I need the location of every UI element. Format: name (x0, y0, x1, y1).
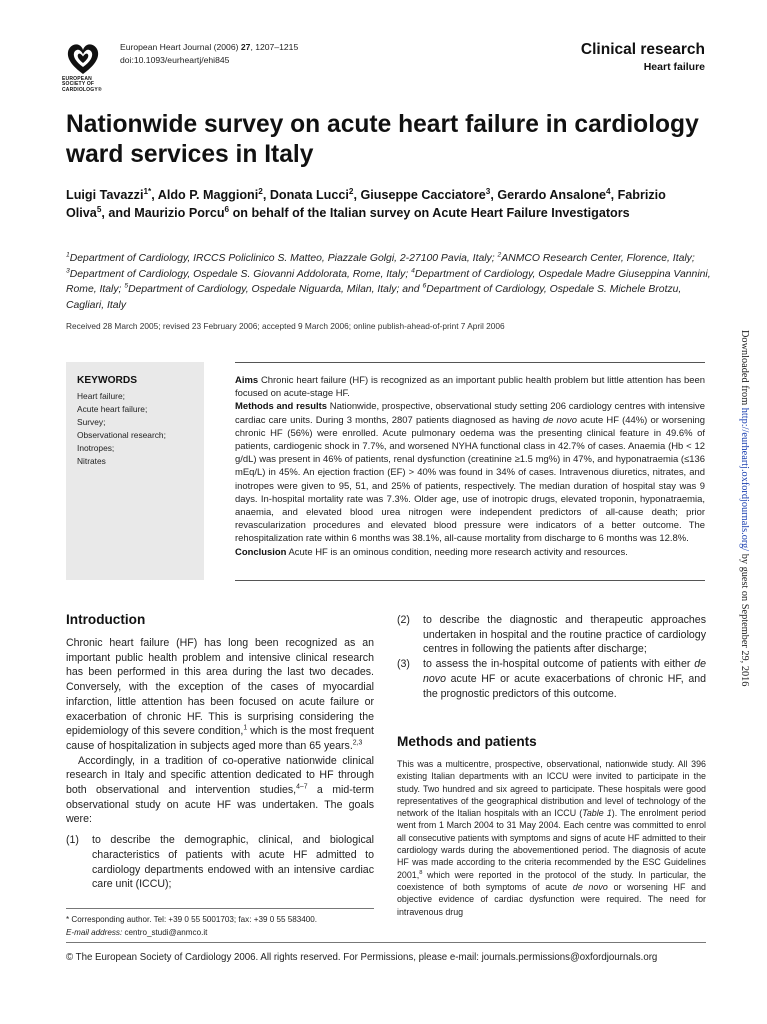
intro-paragraph: Accordingly, in a tradition of co-operative nationwide clinical research in Italy and specific attention dedicated to HF through both observational and intervention studies,$^{4-7}$ a mid-term observational study on acute HF was undertaken. The goals were: (66, 754, 374, 826)
methods-heading: Methods and patients (397, 734, 537, 749)
abstract-aims: Aims Chronic heart failure (HF) is recognized as an important public health problem but little attention has been focused on acute-stage HF. (235, 375, 705, 400)
heart-logo-icon (66, 42, 100, 76)
footnote-rule (66, 908, 374, 909)
copyright-notice: © The European Society of Cardiology 2006. All rights reserved. For Permissions, please e-mail: journals.permissions@oxfordjournals.org (66, 952, 658, 963)
introduction-text (66, 636, 374, 892)
table-1-link[interactable]: Table 1 (582, 808, 612, 819)
section-label: Clinical research (580, 41, 705, 58)
abstract-methods: Methods and results Nationwide, prospective, observational study setting 206 cardiology centres with intensive cardiac care units. During 3 months, 2807 patients diagnosed as having de novo acute HF (44%) or worsening chronic HF (56%) were enrolled. Acute pulmonary oedema was the presenting clinical feature in 49.6% of patients, cardiogenic shock in 7.7%, and worsened NYHA functional class in 42.7% of cases. Anaemia (Hb < 12 g/dL) was present in 46% of patients, renal dysfunction (creatinine ≥1.5 mg%) in 47%, and hyponatraemia (≤136 mEq/L) in 45%. An ejection fraction (EF) > 40% was found in 34% of cases. Intravenous diuretics, nitrates, and inotropes were given to 95, 51, and 25% of patients, respectively. The median duration of hospital stay was 9 days. In-hospital mortality rate was 7.3%. Older age, use of inotropic drugs, elevated troponin, hyponatraemia, anaemia, and elevated blood urea nitrogen were independent predictors of all-cause death; prior revascularization procedures and elevated blood pressure were indicators of a better outcome. The rehospitalization rate within 6 months was 38.1%, all-cause mortality from discharge to 6 months was 12.8%. (235, 401, 705, 545)
keyword-item: Heart failure; (77, 391, 125, 401)
doi[interactable]: doi:10.1093/eurheartj/ehi845 (120, 55, 230, 65)
journal-citation: European Heart Journal (2006) 27, 1207–1215 (120, 42, 299, 52)
journal-site-link[interactable]: http://eurheartj.oxfordjournals.org/ (739, 407, 750, 552)
introduction-heading: Introduction (66, 612, 146, 627)
keyword-item: Nitrates (77, 456, 106, 466)
goals-list (397, 613, 706, 701)
author-list: Luigi Tavazzi$^{1*}$, Aldo P. Maggioni$^2$, Donata Lucci$^2$, Giuseppe Cacciatore$^3$, Gerardo Ansalone$^4$, Fabrizio Oliva$^5$, and Maurizio Porcu$^6$ on behalf of the Italian survey on Acute Heart Failure Investigators (66, 186, 666, 220)
received-dates: Received 28 March 2005; revised 23 February 2006; accepted 9 March 2006; online publish-ahead-of-print 7 April 2006 (66, 321, 505, 331)
abstract-top-rule (235, 362, 705, 363)
subsection-label: Heart failure (643, 61, 705, 73)
email-link[interactable]: centro_studi@anmco.it (122, 927, 208, 937)
keyword-item: Observational research; (77, 430, 166, 440)
methods-text (397, 758, 706, 918)
download-notice: Downloaded from http://eurheartj.oxfordjournals.org/ by guest on September 29, 2016 (739, 330, 750, 687)
keyword-item: Acute heart failure; (77, 404, 148, 414)
copyright-rule (66, 942, 706, 943)
keywords-box (66, 362, 204, 580)
abstract-bottom-rule (235, 580, 705, 581)
abstract-conclusion: Conclusion Acute HF is an ominous condition, needing more research activity and resources. (235, 546, 628, 558)
keyword-item: Survey; (77, 417, 106, 427)
goal-item: (3) to assess the in-hospital outcome of patients with either de novo acute HF or acute exacerbations of chronic HF, and the prognostic predictors of this outcome. (397, 658, 706, 700)
affiliations: $^1$Department of Cardiology, IRCCS Policlinico S. Matteo, Piazzale Golgi, 2-27100 Pavia, Italy; $^2$ANMCO Research Center, Florence, Italy; $^3$Department of Cardiology, Ospedale S. Giovanni Addolorata, Rome, Italy; $^4$Department of Cardiology, Ospedale Madre Giuseppina Vannini, Rome, Italy; $^5$Department of Cardiology, Ospedale Niguarda, Milan, Italy; and $^6$Department of Cardiology, Ospedale S. Michele Brotzu, Cagliari, Italy (66, 251, 711, 311)
esc-logo (62, 42, 114, 102)
abstract (235, 374, 705, 559)
goal-item: (1) to describe the demographic, clinical, and biological characteristics of patients with acute HF admitted to cardiology departments endowed with an intensive cardiac care unit (ICCU); (66, 834, 374, 891)
society-name: EUROPEAN SOCIETY OF CARDIOLOGY® (62, 76, 102, 93)
paper-title: Nationwide survey on acute heart failure in cardiology ward services in Italy (66, 111, 699, 168)
keywords-list (77, 390, 166, 468)
keywords-heading: KEYWORDS (77, 375, 137, 386)
intro-paragraph: Chronic heart failure (HF) has long been recognized as an important public health problem and intensive clinical research has been performed in this area during the last two decades. Conversely, with the exception of the cases of myocardial infarction, little attention has been focused on acute failure or exacerbation of chronic HF. This is surprising considering the epidemiology of this severe condition,$^1$ which is the most frequent cause of hospitalization in subjects aged more than 65 years.$^{2,3}$ (66, 637, 374, 752)
goal-item: (2) to describe the diagnostic and therapeutic approaches undertaken in hospital and the routine practice of cardiology centres in following the patients after discharge; (397, 614, 706, 656)
footnote: * Corresponding author. Tel: +39 0 55 5001703; fax: +39 0 55 583400. E-mail address: centro_studi@anmco.it (66, 915, 317, 937)
keyword-item: Inotropes; (77, 443, 115, 453)
methods-paragraph: This was a multicentre, prospective, observational, nationwide study. All 396 existing Italian departments with an ICCU were invited to participate in the study. Two hundred and six agreed to participate. These hospitals were good representatives of the geographical distribution and level of technology of the network of the Italian hospitals with an ICCU (Table 1). The enrolment period went from 1 March 2004 to 31 May 2004. Each centre was committed to enrol all consecutive patients with symptoms and signs of acute HF admitted to their cardiology wards during the abovementioned period. The diagnosis of acute HF was made according to the criteria recommended by the ESC Guidelines 2001,$^8$ which were reported in the protocol of the study. In particular, the coexistence of both symptoms of acute de novo or worsening HF and objective evidence of cardiac dysfunction were required. The need for intravenous drug (397, 759, 706, 917)
